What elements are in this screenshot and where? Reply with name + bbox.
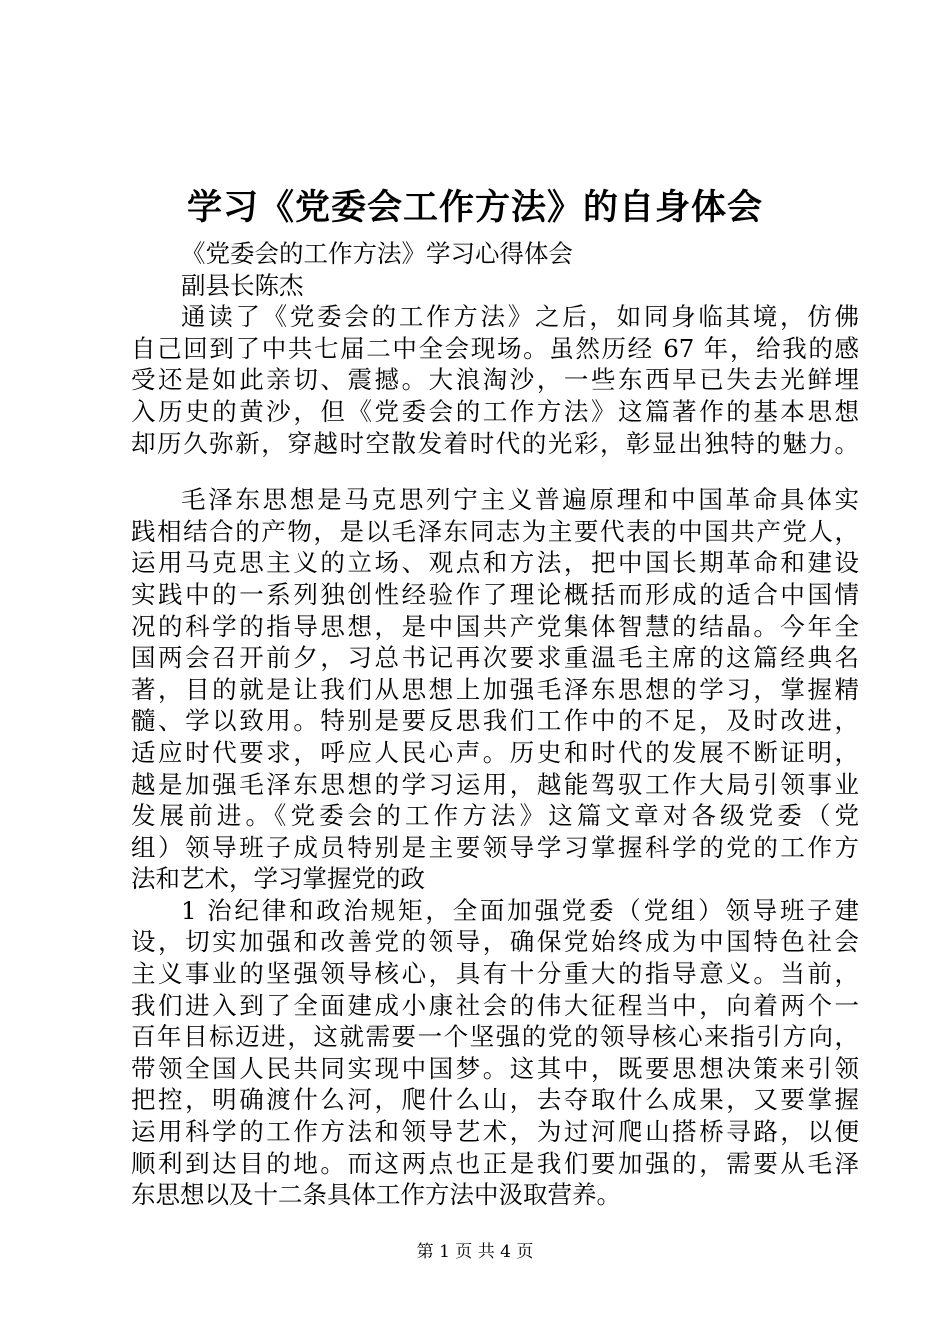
paragraph-line: 运用马克思主义的立场、观点和方法，把中国长期革命和建设 [131,548,859,578]
paragraph-line: 毛泽东思想是马克思列宁主义普遍原理和中国革命具体实 [181,485,859,515]
paragraph-line: 越是加强毛泽东思想的学习运用，越能驾驭工作大局引领事业 [131,769,859,799]
paragraph-line: 践相结合的产物，是以毛泽东同志为主要代表的中国共产党人， [131,516,859,546]
document-body [131,238,859,1211]
paragraph-line: 东思想以及十二条具体工作方法中汲取营养。 [131,1180,621,1210]
paragraph-3 [131,895,859,1211]
paragraph-line: 却历久弥新，穿越时空散发着时代的光彩，彰显出独特的魅力。 [131,428,859,458]
paragraph-line: 主义事业的坚强领导核心，具有十分重大的指导意义。当前， [131,959,859,989]
paragraph-line: 发展前进。《党委会的工作方法》这篇文章对各级党委（党 [131,801,859,831]
paragraph-line: 通读了《党委会的工作方法》之后，如同身临其境，仿佛 [181,302,859,332]
paragraph-line: 把控，明确渡什么河，爬什么山，去夺取什么成果，又要掌握 [131,1085,859,1115]
paragraph-spacer [131,459,859,484]
paragraph-line: 适应时代要求，呼应人民心声。历史和时代的发展不断证明， [131,737,859,767]
author-line: 副县长陈杰 [181,270,304,300]
document-title: 学习《党委会工作方法》的自身体会 [186,187,763,228]
paragraph-line: 顺利到达目的地。而这两点也正是我们要加强的，需要从毛泽 [131,1148,859,1178]
paragraph-line: 我们进入到了全面建成小康社会的伟大征程当中，向着两个一 [131,990,859,1020]
paragraph-line: 国两会召开前夕，习总书记再次要求重温毛主席的这篇经典名 [131,643,859,673]
paragraph-line: 百年目标迈进，这就需要一个坚强的党的领导核心来指引方向， [131,1022,859,1052]
paragraph-line: 法和艺术，学习掌握党的政 [131,864,425,894]
paragraph-2 [131,484,859,895]
paragraph-line: 著，目的就是让我们从思想上加强毛泽东思想的学习，掌握精 [131,674,859,704]
paragraph-line: 1 治纪律和政治规矩，全面加强党委（党组）领导班子建 [181,895,859,925]
subtitle-line: 《党委会的工作方法》学习心得体会 [181,239,573,268]
paragraph-line: 实践中的一系列独创性经验作了理论概括而形成的适合中国情 [131,579,859,609]
paragraph-line: 受还是如此亲切、震撼。大浪淘沙，一些东西早已失去光鲜埋 [131,365,859,395]
paragraph-line: 况的科学的指导思想，是中国共产党集体智慧的结晶。今年全 [131,611,859,641]
paragraph-line: 组）领导班子成员特别是主要领导学习掌握科学的党的工作方 [131,832,859,862]
page-footer: 第 1 页 共 4 页 [416,1242,534,1262]
paragraph-line: 髓、学以致用。特别是要反思我们工作中的不足，及时改进， [131,706,859,736]
paragraph-line: 运用科学的工作方法和领导艺术，为过河爬山搭桥寻路，以便 [131,1117,859,1147]
paragraph-line: 设，切实加强和改善党的领导，确保党始终成为中国特色社会 [131,927,859,957]
paragraph-line: 自己回到了中共七届二中全会现场。虽然历经 67 年，给我的感 [131,333,859,363]
paragraph-1 [131,301,859,459]
paragraph-line: 入历史的黄沙，但《党委会的工作方法》这篇著作的基本思想 [131,396,859,426]
paragraph-line: 带领全国人民共同实现中国梦。这其中，既要思想决策来引领 [131,1053,859,1083]
